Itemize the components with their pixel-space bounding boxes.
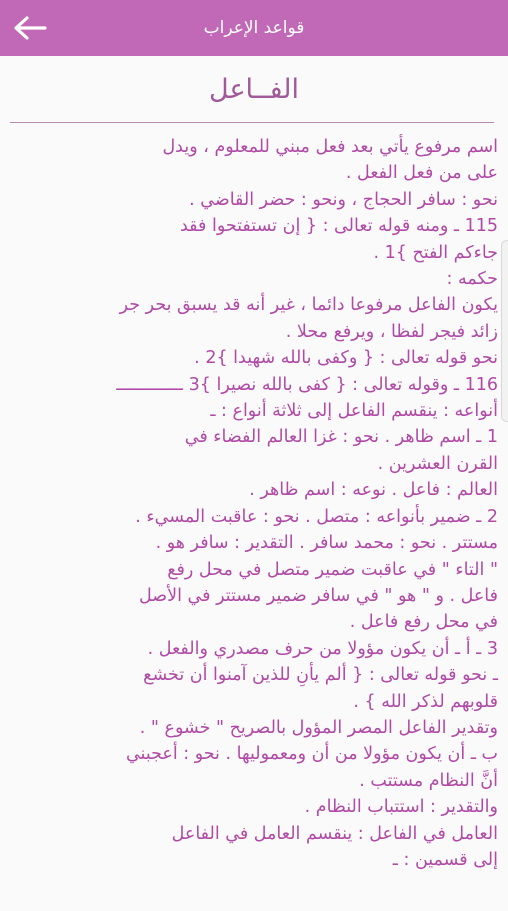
article-line: ـ نحو قوله تعالى : { ألم يأنِ للذين آمنوا أن تخشع (143, 665, 498, 686)
article-line: 3 ـ أ ـ أن يكون مؤولا من حرف مصدري والفعل . (147, 638, 498, 659)
article-line: نحو : سافر الحجاج ، ونحو : حضر القاضي . (189, 189, 498, 210)
article-line: قلوبهم لذكر الله } . (353, 691, 498, 712)
page-title: قواعد الإعراب (203, 18, 305, 38)
article-body (12, 134, 498, 873)
article-line: يكون الفاعل مرفوعا دائما ، غير أنه قد يسبق بحر جر (119, 295, 498, 316)
article-line: جاءكم الفتح }1 . (373, 242, 498, 263)
article-line: القرن العشرين . (377, 453, 498, 474)
article-line: ب ـ أن يكون مؤولا من أن ومعموليها . نحو : أعجبني (125, 744, 498, 765)
article-scroll-area[interactable] (0, 56, 508, 911)
article-line: إلى قسمين : ـ (392, 849, 498, 870)
article-line: أنَّ النظام مستتب . (359, 770, 498, 791)
article-line: زائد فيجر لفظا ، ويرفع محلا . (285, 321, 498, 342)
article-line: 115 ـ ومنه قوله تعالى : { إن تستفتحوا فقد (179, 216, 498, 237)
article-line: حكمه : (446, 269, 498, 290)
article-line: العالم : فاعل . نوعه : اسم ظاهر . (249, 480, 498, 501)
article-heading: الفــاعل (209, 74, 299, 105)
article-line: 2 ـ ضمير بأنواعه : متصل . نحو : عاقبت المسيء . (135, 506, 498, 527)
article-line: في محل رفع فاعل . (349, 612, 498, 633)
article-line: فاعل . و " هو " في سافر ضمير مستتر في الأصل (139, 585, 498, 606)
article-line: أنواعه : ينقسم الفاعل إلى ثلاثة أنواع : ـ (210, 401, 498, 422)
article-line: 1 ـ اسم ظاهر . نحو : غزا العالم الفضاء في (184, 427, 498, 448)
app-bar (0, 0, 508, 56)
article-line: على من فعل الفعل . (345, 163, 498, 184)
article-line: والتقدير : استتباب النظام . (304, 797, 498, 818)
scroll-handle[interactable] (501, 240, 508, 422)
heading-divider (10, 122, 494, 123)
article-line: مستتر . نحو : محمد سافر . التقدير : سافر هو . (155, 533, 498, 554)
article-line: " التاء " في عاقبت ضمير متصل في محل رفع (167, 559, 498, 580)
article-line: 116 ـ وقوله تعالى : { كفى بالله نصيرا }3 ـــــــــــــ (116, 374, 498, 395)
article-line: العامل في الفاعل : ينقسم العامل في الفاعل (171, 823, 498, 844)
article-line: نحو قوله تعالى : { وكفى بالله شهيدا }2 . (194, 348, 498, 369)
article-line: اسم مرفوع يأتي بعد فعل مبني للمعلوم ، ويدل (162, 137, 498, 157)
article-line: وتقدير الفاعل المصر المؤول بالصريح " خشوع " . (139, 717, 498, 738)
